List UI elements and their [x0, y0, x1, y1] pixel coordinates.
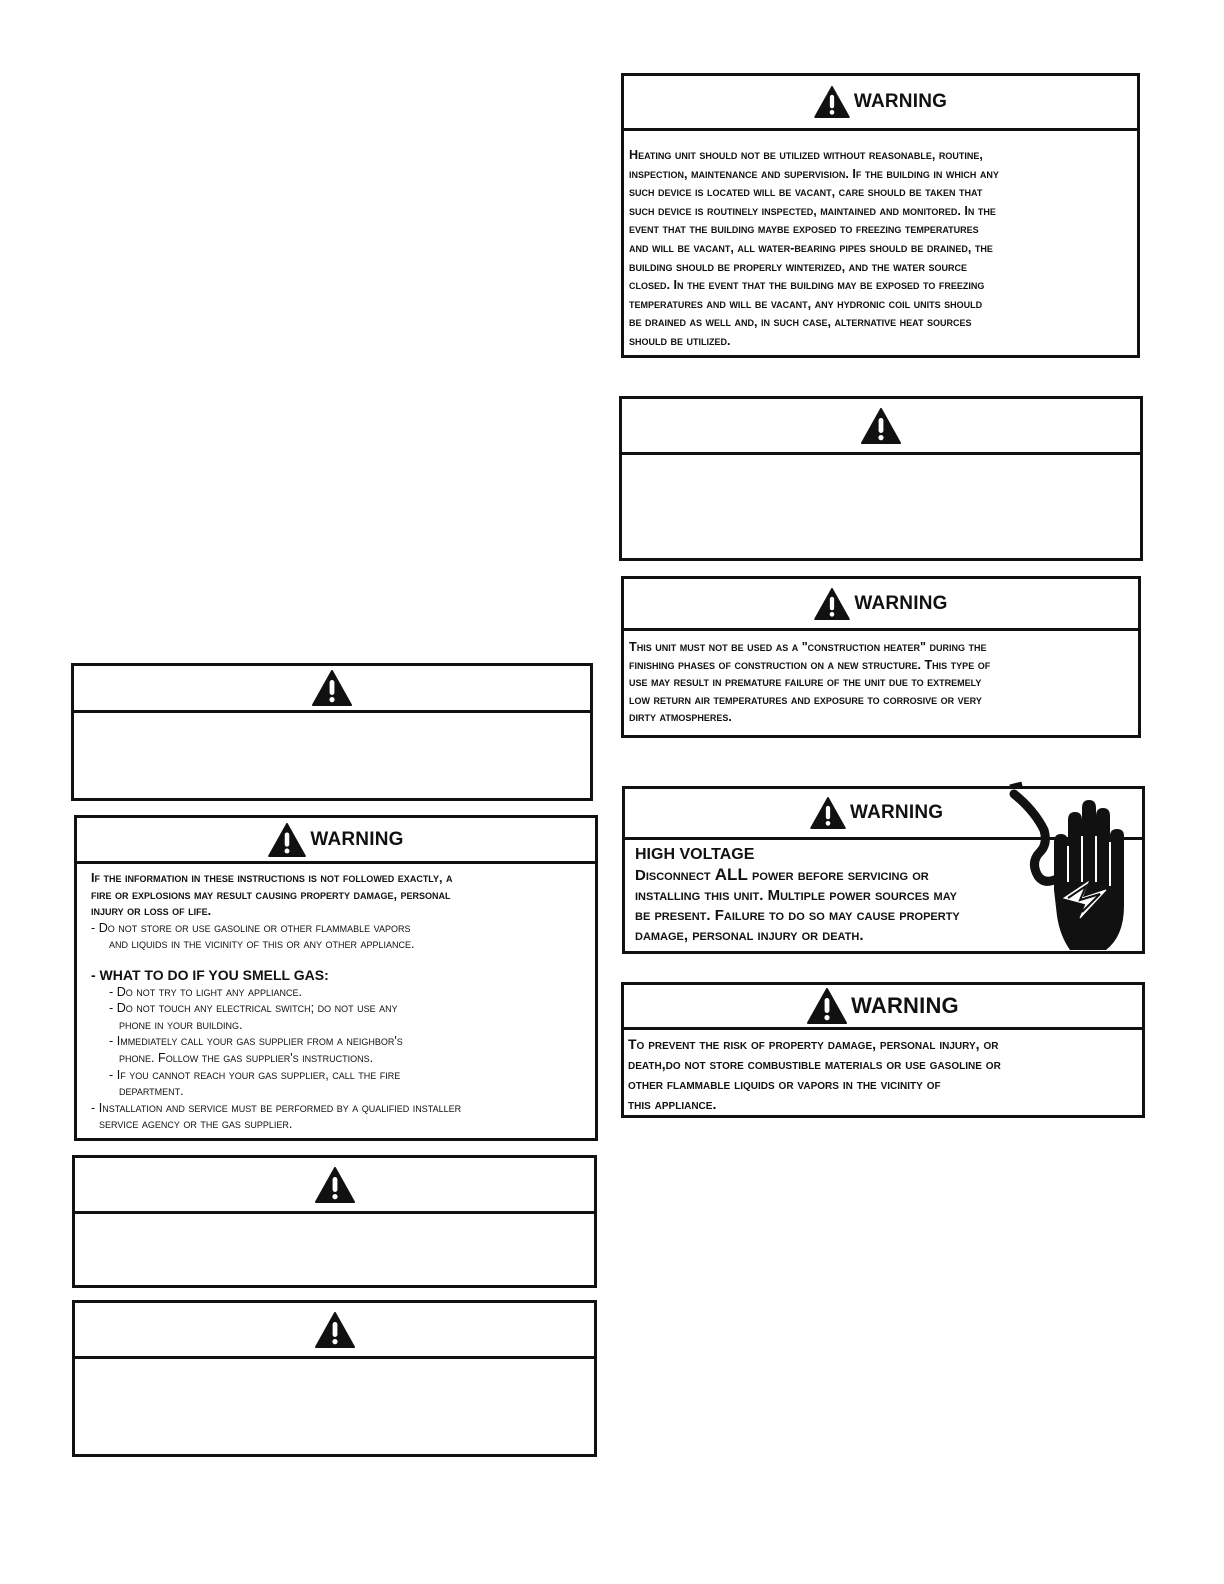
warning-header [77, 818, 595, 864]
text-line: This unit must not be used as a "construction heater" during the [629, 640, 987, 654]
combustible-warning-box [621, 982, 1145, 1118]
warning-triangle-icon [315, 1312, 355, 1348]
text-line: this appliance. [628, 1096, 717, 1112]
high-voltage-warning-box [622, 786, 1145, 954]
gas-step: - Immediately call your gas supplier from a neighbor's [109, 1034, 403, 1049]
caution-header [75, 1303, 594, 1359]
freezing-warning-box [621, 73, 1140, 358]
text-line: finishing phases of construction on a new structure. This type of [629, 657, 991, 672]
text-line: Heating unit should not be utilized without reasonable, routine, [629, 148, 983, 162]
gas-warning-text [77, 864, 595, 1133]
electric-shock-hand-icon [1010, 786, 1150, 952]
gas-step: department. [119, 1084, 184, 1099]
text-line: damage, personal injury or death. [635, 927, 864, 944]
blank-caution-box-1 [71, 663, 593, 801]
text-line: installing this unit. Multiple power sources may [635, 887, 957, 904]
warning-header [624, 579, 1138, 631]
text-line: building should be properly winterized, and the water source [629, 259, 968, 274]
gas-step: phone. Follow the gas supplier's instructions. [119, 1050, 374, 1065]
warning-triangle-icon [861, 408, 901, 444]
warning-label: WARNING [310, 828, 404, 850]
text-line: be present. Failure to do so may cause property [635, 907, 960, 924]
warning-triangle-icon [312, 670, 352, 706]
gas-intro-line: fire or explosions may result causing property damage, personal [91, 887, 451, 902]
caution-header [74, 666, 590, 713]
gas-store-line: - Do not store or use gasoline or other flammable vapors [91, 920, 411, 935]
text-line: closed. In the event that the building may be exposed to freezing [629, 278, 985, 293]
all-emphasis: ALL [714, 865, 748, 884]
text-line: be drained as well and, in such case, alternative heat sources [629, 315, 972, 330]
gas-install-line: - Installation and service must be performed by a qualified installer [91, 1100, 462, 1115]
text-line: temperatures and will be vacant, any hydronic coil units should [629, 296, 983, 311]
warning-header [624, 985, 1142, 1030]
warning-triangle-icon [807, 988, 847, 1024]
construction-heater-warning-box [621, 576, 1141, 738]
text-line: inspection, maintenance and supervision. If the building in which any [629, 166, 999, 181]
high-voltage-heading: HIGH VOLTAGE [635, 846, 755, 863]
gas-intro-line: injury or loss of life. [91, 904, 212, 919]
blank-caution-box-4 [619, 396, 1143, 561]
gas-smell-heading: - WHAT TO DO IF YOU SMELL GAS: [91, 966, 329, 983]
gas-step: - Do not touch any electrical switch; do not use any [109, 1001, 398, 1016]
warning-label: WARNING [851, 993, 959, 1018]
warning-label: WARNING [850, 802, 944, 823]
text-line: To prevent the risk of property damage, personal injury, or [628, 1036, 999, 1052]
text-fragment: Disconnect [635, 867, 715, 884]
text-line: other flammable liquids or vapors in the vicinity of [628, 1076, 941, 1092]
blank-caution-box-2 [72, 1155, 597, 1288]
gas-step: - If you cannot reach your gas supplier, call the fire [109, 1067, 401, 1082]
caution-header [75, 1158, 594, 1214]
gas-install-line: service agency or the gas supplier. [99, 1117, 293, 1132]
warning-triangle-icon [268, 823, 306, 857]
text-line: such device is located will be vacant, care should be taken that [629, 185, 983, 200]
warning-header [624, 76, 1137, 131]
warning-triangle-icon [810, 797, 846, 829]
caution-header [622, 399, 1140, 455]
text-line: death,do not store combustible materials or use gasoline or [628, 1056, 1001, 1072]
text-line: use may result in premature failure of the unit due to extremely [629, 675, 982, 689]
gas-step: phone in your building. [119, 1017, 243, 1032]
warning-triangle-icon [315, 1167, 355, 1203]
construction-warning-text [624, 631, 1138, 727]
text-line: dirty atmospheres. [629, 710, 732, 724]
gas-step: - Do not try to light any appliance. [109, 984, 302, 999]
blank-caution-box-3 [72, 1300, 597, 1457]
warning-label: WARNING [853, 91, 948, 112]
text-line: low return air temperatures and exposure to corrosive or very [629, 692, 982, 707]
text-line: such device is routinely inspected, maintained and monitored. In the [629, 203, 996, 218]
gas-warning-box [74, 815, 598, 1141]
warning-triangle-icon [814, 588, 850, 620]
text-line: should be utilized. [629, 333, 731, 348]
combustible-warning-text [624, 1030, 1142, 1114]
text-line: event that the building maybe exposed to freezing temperatures [629, 222, 979, 237]
warning-label: WARNING [854, 592, 948, 614]
freezing-warning-text [624, 131, 1137, 351]
text-fragment: power before servicing or [747, 867, 929, 884]
warning-triangle-icon [814, 86, 850, 118]
gas-intro-line: If the information in these instructions is not followed exactly, a [91, 871, 453, 885]
gas-store-line: and liquids in the vicinity of this or any other appliance. [109, 937, 415, 952]
text-line: and will be vacant, all water-bearing pipes should be drained, the [629, 240, 993, 255]
